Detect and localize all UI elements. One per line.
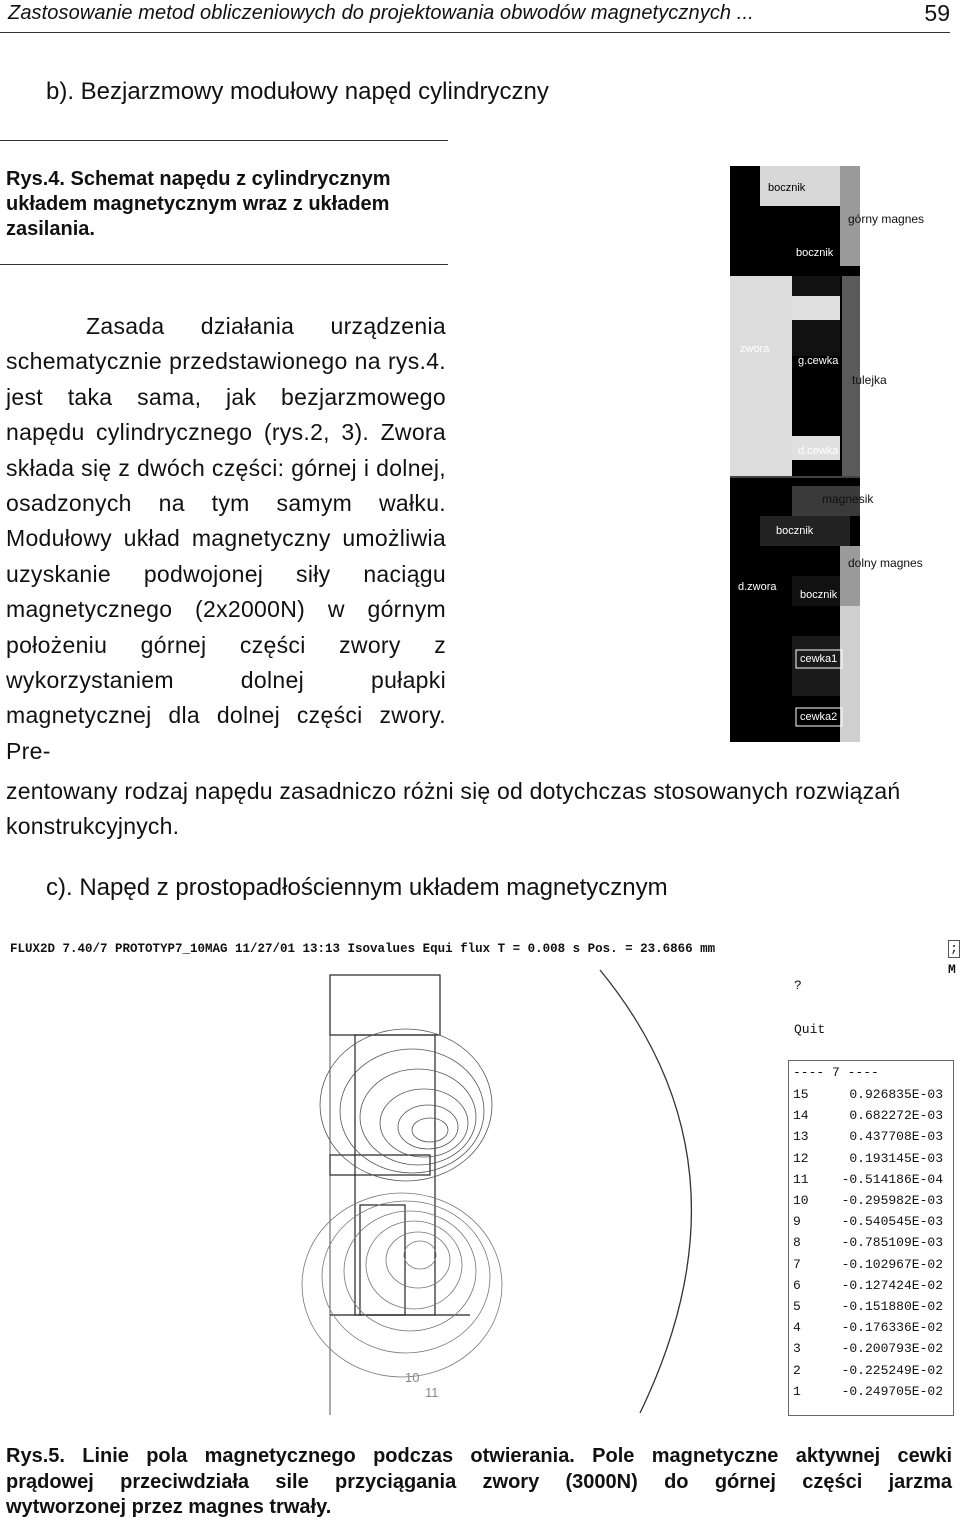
corner-mark[interactable]: ; (948, 940, 960, 958)
boundary-arc (600, 970, 691, 1413)
legend-value: -0.225249E-02 (841, 1362, 943, 1378)
legend-row (793, 1193, 943, 1208)
legend-row (793, 1320, 943, 1335)
figure4-schematic (730, 166, 860, 742)
g-cewka-block (792, 296, 840, 320)
corner-m: M (948, 962, 956, 977)
legend-title: ---- 7 ---- (793, 1065, 879, 1080)
legend-value: -0.151880E-02 (841, 1299, 943, 1314)
body-paragraph-continued: zentowany rodzaj napędu zasadniczo różni się od dotychczas stosowanych rozwiązań konstrukcyjnych. (6, 778, 901, 840)
body-paragraph: Zasada działania urządzenia schematycznie przedstawionego na rys.4. jest taka sama, jak bezjarzmowego napędu cylindrycznego (rys.2, 3). Zwora składa się z dwóch części: górnej i dolnej, osadzonych na tym samym wałku. Modułowy układ magnetyczny umożliwia uzyskanie podwojonej siły naciągu magnetycznego (2x2000N) w górnym położeniu górnej części zwory z wykorzystaniem dolnej pułapki magnetycznej dla dolnej części zwory. Pre- (6, 313, 446, 764)
legend-row (793, 1257, 943, 1272)
legend-row (793, 1151, 943, 1166)
legend-value: -0.514186E-04 (841, 1171, 943, 1187)
caption-rule-bottom (0, 264, 448, 265)
isovalue-legend (788, 1060, 954, 1416)
flux-contours-lower (302, 1193, 502, 1377)
legend-value: -0.102967E-02 (841, 1256, 943, 1272)
header-rule (0, 32, 950, 33)
menu-question[interactable]: ? (794, 978, 802, 993)
structure-outline (330, 975, 470, 1315)
legend-index: 14 (793, 1108, 809, 1124)
label-cewka2: cewka2 (800, 711, 838, 723)
legend-index: 5 (793, 1299, 801, 1314)
legend-row (793, 1214, 943, 1229)
contour-label-11: 11 (425, 1385, 439, 1400)
figure5-caption-line3: wytworzonej przez magnes trwały. (6, 1496, 332, 1518)
flux2d-status-line: FLUX2D 7.40/7 PROTOTYP7_10MAG 11/27/01 13:13 Isovalues Equi flux T = 0.008 s Pos. = 23.6866 mm (10, 942, 716, 956)
legend-value: -0.295982E-03 (841, 1193, 943, 1208)
flux-contours-upper (320, 1029, 492, 1181)
contour-label-10: 10 (405, 1370, 420, 1385)
legend-row (793, 1129, 943, 1144)
figure4-caption: Rys.4. Schemat napędu z cylindrycznym układem magnetycznym wraz z układem zasilania. (6, 168, 391, 240)
label-bocznik-top: bocznik (768, 182, 806, 194)
legend-value: 0.193145E-03 (849, 1150, 943, 1166)
page-number: 59 (924, 0, 950, 26)
legend-row (793, 1108, 943, 1123)
label-bocznik-4: bocznik (800, 589, 838, 601)
caption-rule-top (0, 140, 448, 141)
section-b-title: b). Bezjarzmowy modułowy napęd cylindryczny (46, 78, 549, 105)
cewka-zone (792, 636, 840, 696)
section-c-title: c). Napęd z prostopadłościennym układem magnetycznym (46, 874, 668, 901)
legend-index: 6 (793, 1277, 801, 1293)
figure5-caption (6, 1444, 952, 1521)
label-magnesik: magnesik (822, 492, 874, 506)
figure4-drawing (730, 166, 860, 742)
legend-index: 1 (793, 1383, 801, 1399)
legend-value: 0.926835E-03 (849, 1087, 943, 1102)
label-tulejka: tulejka (852, 373, 887, 387)
legend-index: 7 (793, 1256, 801, 1272)
legend-value: 0.437708E-03 (849, 1129, 943, 1145)
dolny-magnes-block (840, 546, 860, 606)
menu-quit[interactable]: Quit (794, 1022, 826, 1037)
divider-1 (730, 476, 860, 478)
label-d-zwora: d.zwora (738, 581, 777, 593)
legend-index: 11 (793, 1171, 809, 1187)
legend-index: 12 (793, 1150, 809, 1166)
legend-value: -0.249705E-02 (841, 1383, 943, 1399)
label-cewka1: cewka1 (800, 653, 838, 665)
legend-index: 3 (793, 1341, 801, 1357)
label-d-cewka: d.cewka (798, 445, 839, 457)
legend-index: 8 (793, 1235, 801, 1251)
legend-index: 2 (793, 1362, 801, 1378)
running-title: Zastosowanie metod obliczeniowych do projektowania obwodów magnetycznych ... (8, 2, 754, 24)
label-bocznik-3: bocznik (776, 525, 814, 537)
legend-value: 0.682272E-03 (849, 1108, 943, 1124)
label-g-cewka: g.cewka (798, 355, 839, 367)
legend-value: -0.785109E-03 (841, 1235, 943, 1251)
legend-index: 4 (793, 1320, 801, 1336)
zwora-block (730, 276, 792, 476)
legend-index: 15 (793, 1087, 809, 1102)
legend-row (793, 1087, 943, 1102)
legend-value: -0.127424E-02 (841, 1277, 943, 1293)
legend-row (793, 1172, 943, 1187)
legend-row (793, 1363, 943, 1378)
legend-value: -0.540545E-03 (841, 1214, 943, 1230)
label-bocznik-2: bocznik (796, 247, 834, 259)
figure5-caption-line1: Rys.5. Linie pola magnetycznego podczas otwierania. Pole magnetyczne aktywnej cewki (6, 1445, 952, 1467)
legend-value: -0.176336E-02 (841, 1320, 943, 1336)
legend-row (793, 1384, 943, 1399)
legend-index: 10 (793, 1193, 809, 1208)
legend-index: 13 (793, 1129, 809, 1145)
figure5-caption-line2: prądowej przeciwdziała sile przyciągania zwory (3000N) do górnej części jarzma (6, 1470, 952, 1493)
legend-row (793, 1278, 943, 1293)
label-dolny-magnes: dolny magnes (848, 556, 923, 570)
right-light-strip (840, 606, 860, 742)
legend-index: 9 (793, 1214, 801, 1230)
legend-row (793, 1299, 943, 1314)
label-zwora: zwora (740, 343, 770, 355)
legend-row (793, 1341, 943, 1356)
legend-row (793, 1235, 943, 1250)
label-gorny-magnes: górny magnes (848, 212, 925, 226)
legend-value: -0.200793E-02 (841, 1341, 943, 1357)
